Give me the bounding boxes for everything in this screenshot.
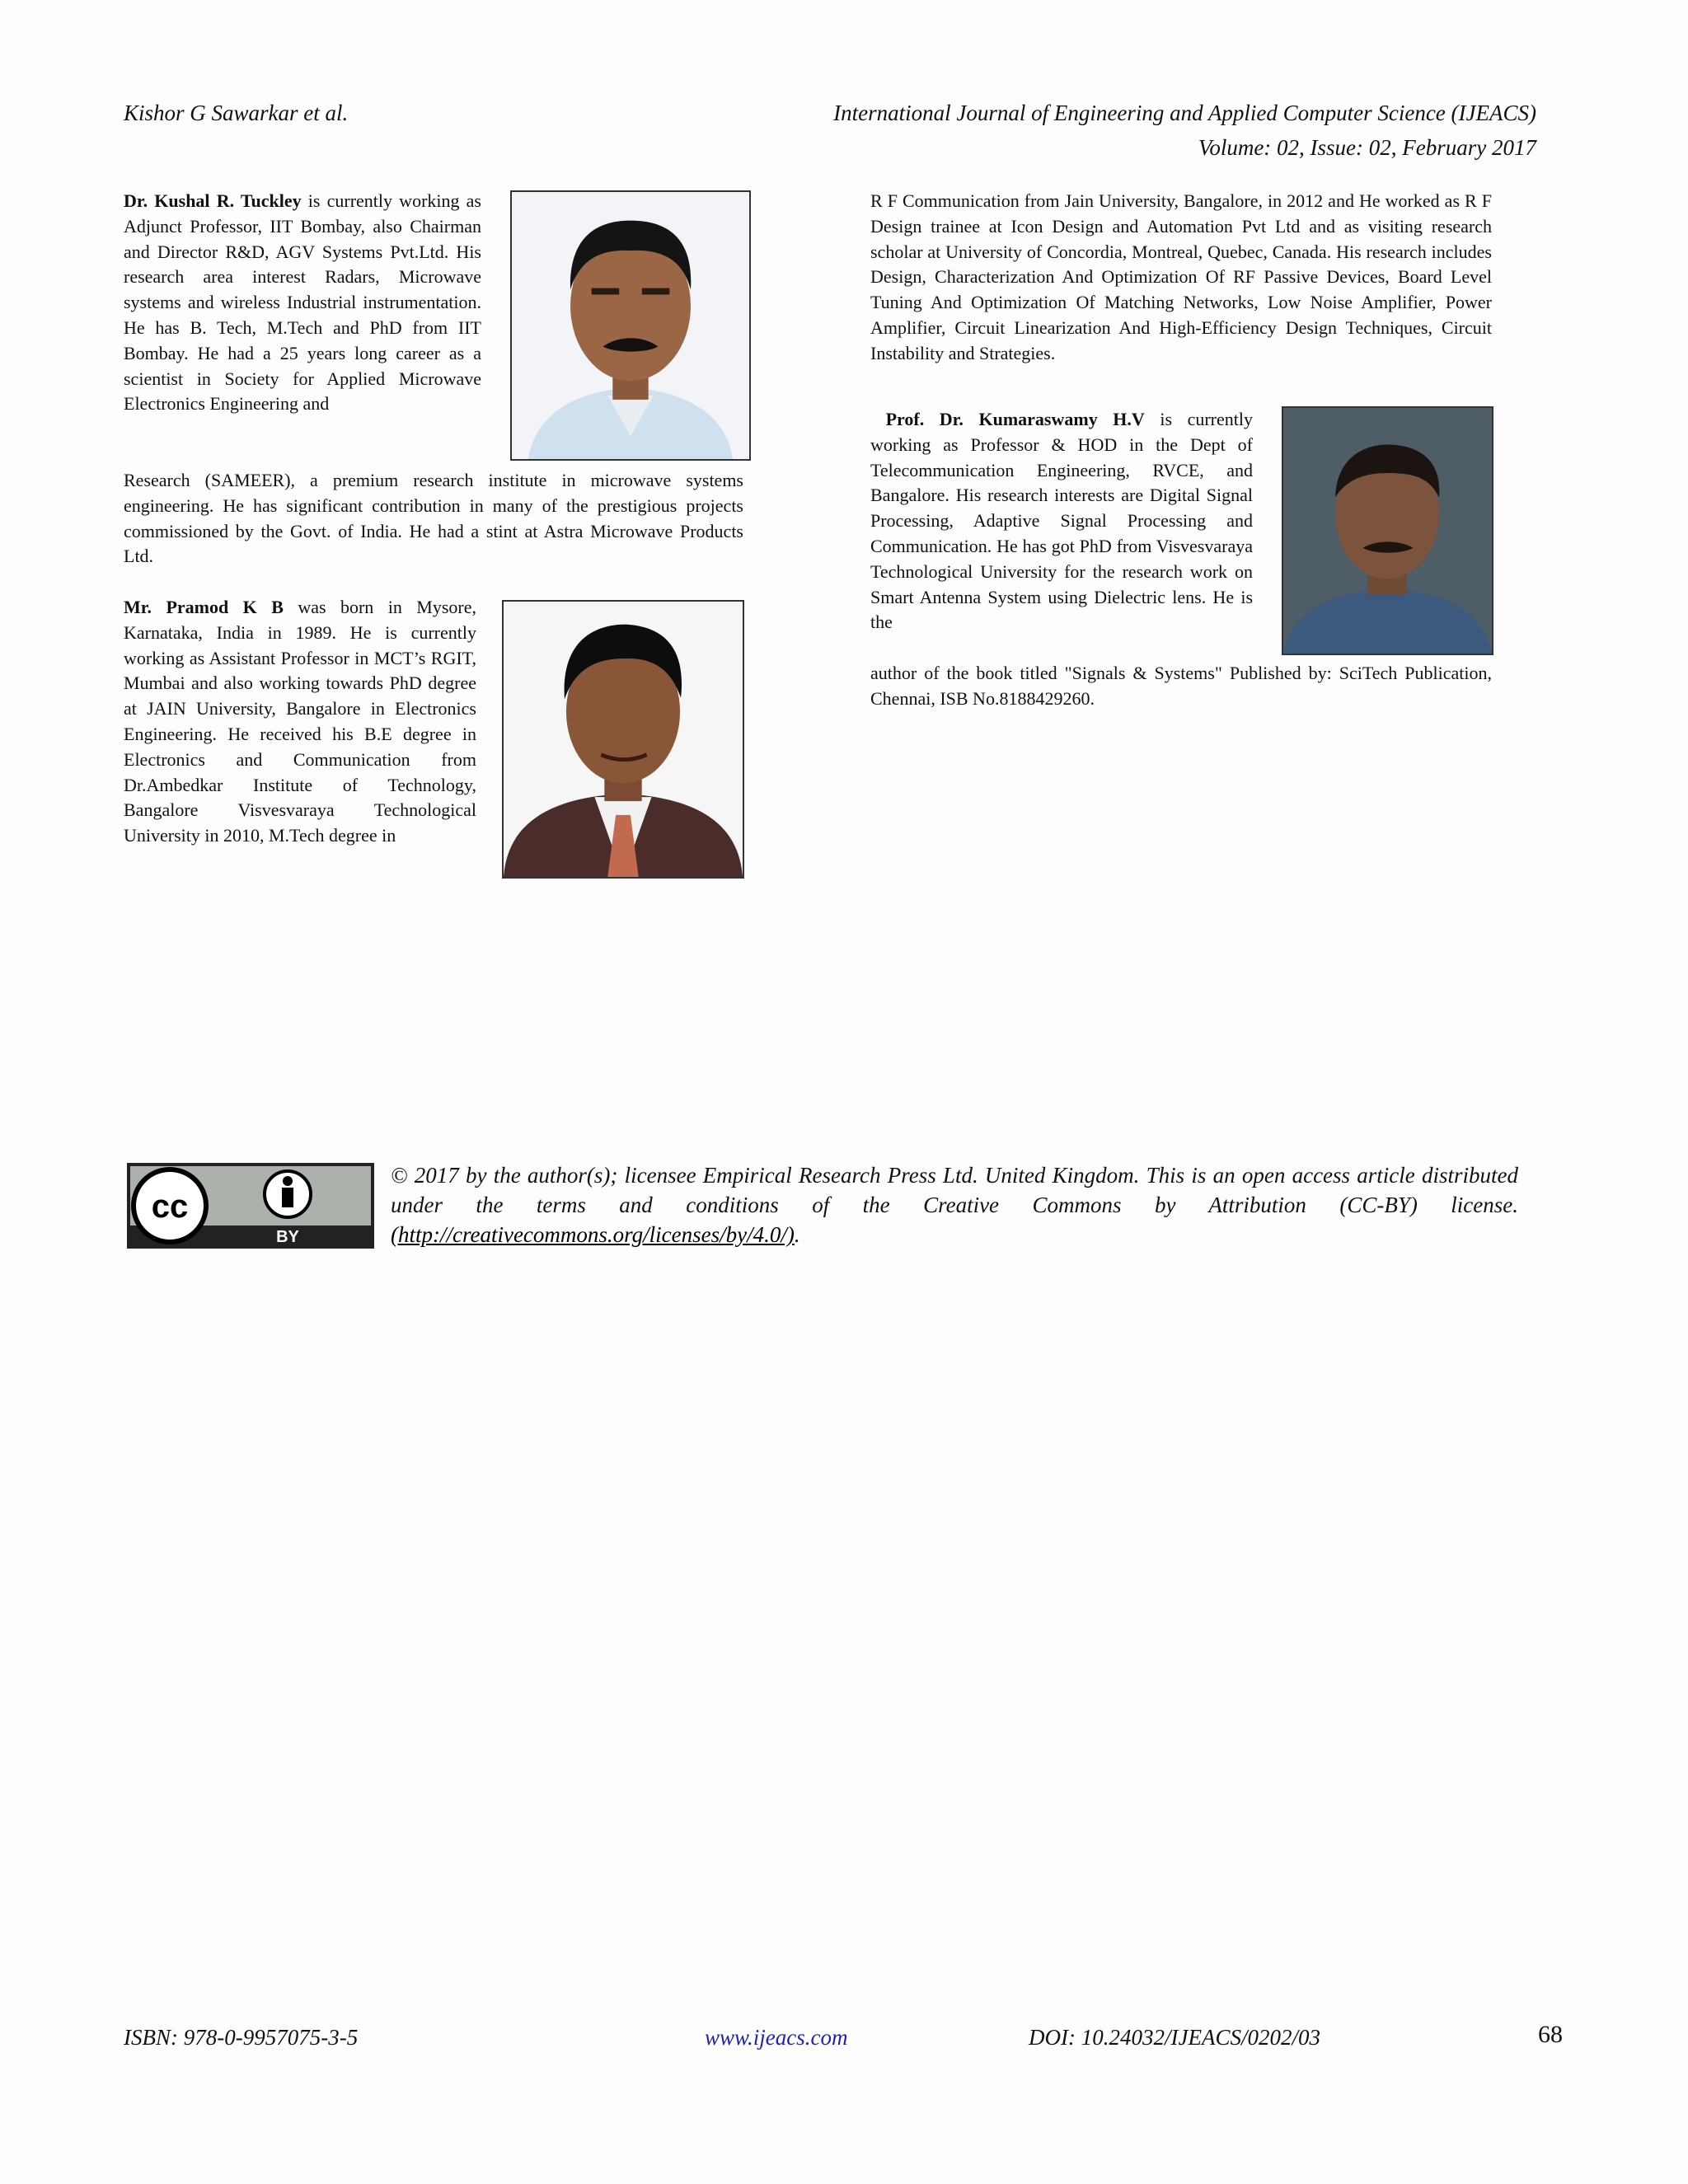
kumaraswamy-bio-lower: author of the book titled "Signals & Systems" Published by: SciTech Publication, Chennai, ISB No.8188429260. [870, 663, 1492, 709]
license-link[interactable]: (http://creativecommons.org/licenses/by/4.0/) [391, 1222, 795, 1247]
license-text: © 2017 by the author(s); licensee Empirical Research Press Ltd. United Kingdom. This is an open access article distributed under the terms and conditions of the Creative Commons by Attribution (CC-BY) license. [391, 1163, 1518, 1217]
page-number: 68 [1538, 2021, 1563, 2048]
footer-doi: DOI: 10.24032/IJEACS/0202/03 [1029, 2025, 1320, 2050]
footer-website-link[interactable]: www.ijeacs.com [705, 2025, 848, 2050]
running-header-authors: Kishor G Sawarkar et al. [124, 101, 349, 125]
cc-by-badge [127, 1163, 374, 1249]
by-badge-text: BY [276, 1228, 299, 1246]
attribution-person-icon [265, 1171, 311, 1217]
kumaraswamy-bio-upper: Prof. Dr. Kumaraswamy H.V is currently working as Professor & HOD in the Dept of Telecommunication Engineering, RVCE, and Bangalore. His research interests are Digital Signal Processing, Adaptive Signal Processing and Communication. He has got PhD from Visvesvaraya Technological University for the research work on Smart Antenna System using Dielectric lens. He is the [870, 409, 1253, 633]
license-tail: . [794, 1222, 800, 1247]
tuckley-bio-lower: Research (SAMEER), a premium research institute in microwave systems engineering. He has significant contribution in many of the prestigious projects commissioned by the Govt. of India. He had a stint at Astra Microwave Products Ltd. [124, 470, 743, 567]
cc-icon [134, 1169, 206, 1242]
kumaraswamy-photo [1282, 406, 1493, 655]
footer-isbn: ISBN: 978-0-9957075-3-5 [124, 2025, 359, 2050]
pramod-bio-continued: R F Communication from Jain University, Bangalore, in 2012 and He worked as R F Design trainee at Icon Design and Automation Pvt Ltd and as visiting research scholar at University of Concordia, Montreal, Quebec, Canada. His research includes Design, Characterization And Optimization Of RF Passive Devices, Board Level Tuning And Optimization Of Matching Networks, Low Noise Amplifier, Power Amplifier, Circuit Linearization And High-Efficiency Design Techniques, Circuit Instability and Strategies. [870, 190, 1492, 363]
license-statement [391, 1160, 1518, 1249]
tuckley-bio-upper: Dr. Kushal R. Tuckley is currently working as Adjunct Professor, IIT Bombay, also Chairman and Director R&D, AGV Systems Pvt.Ltd. His research area interest Radars, Microwave systems and wireless Industrial instrumentation. He has B. Tech, M.Tech and PhD from IIT Bombay. He had a 25 years long career as a scientist in Society for Applied Microwave Electronics Engineering and [124, 190, 481, 415]
tuckley-photo [510, 190, 751, 461]
pramod-photo [502, 600, 744, 879]
running-header-volume: Volume: 02, Issue: 02, February 2017 [1198, 135, 1536, 160]
pramod-bio: Mr. Pramod K B was born in Mysore, Karnataka, India in 1989. He is currently working as Assistant Professor in MCT’s RGIT, Mumbai and also working towards PhD degree at JAIN University, Bangalore in Electronics Engineering. He received his B.E degree in Electronics and Communication from Dr.Ambedkar Institute of Technology, Bangalore Visvesvaraya Technological University in 2010, M.Tech degree in [124, 597, 476, 846]
running-header-journal: International Journal of Engineering and Applied Computer Science (IJEACS) [833, 101, 1536, 125]
cc-badge-text: cc [151, 1188, 189, 1225]
